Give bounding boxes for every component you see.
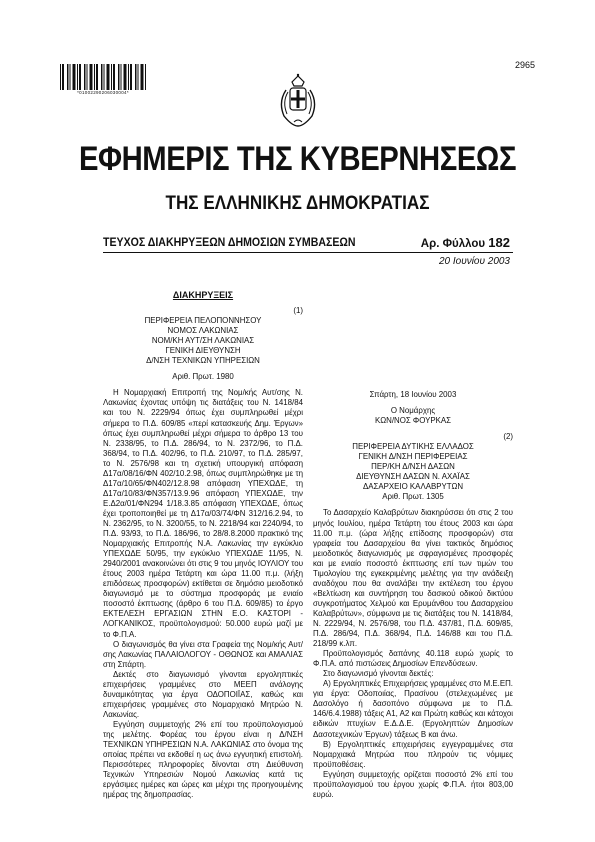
notice1-paragraph: Εγγύηση συμμετοχής 2% επί του προϋπολογισμού της μελέτης. Φορέας του έργου είναι η Δ/ΝΣΗ ΤΕΧΝΙΚΩΝ ΥΠΗΡΕΣΙΩΝ Ν.Α. ΛΑΚΩΝΙΑΣ στο όνομα της οποίας πρέπει να εκδοθεί η ως άνω εγγυητική επιστολή. Περισσότερες πληροφορίες δίνονται στη Διεύθυνση Τεχνικών Υπηρεσιών Νομού Λακωνίας κατά τις εργάσιμες ημέρες και ώρες και μέχρι της προηγουμένης ημέρας της δημοπρασίας.	[103, 719, 303, 800]
notice1-paragraph: Ο διαγωνισμός θα γίνει στα Γραφεία της Νομ/κής Αυτ/σης Λακωνίας ΠΑΛΑΙΟΛΟΓΟΥ - ΟΘΩΝΟΣ και ΑΜΑΛΙΑΣ στη Σπάρτη.	[103, 639, 303, 669]
notice1-place-date: Σπάρτη, 18 Ιουνίου 2003	[369, 390, 457, 399]
notice2-paragraph: Προϋπολογισμός δαπάνης 40.118 ευρώ χωρίς το Φ.Π.Α. από πιστώσεις Δημοσίων Επενδύσεων.	[313, 649, 513, 669]
gazette-subtitle: ΤΗΣ ΕΛΛΗΝΙΚΗΣ ΔΗΜΟΚΡΑΤΙΑΣ	[165, 193, 430, 214]
notice2-paragraph: Στο διαγωνισμό γίνονται δεκτές:	[323, 669, 434, 679]
notice2-paragraph: Β) Εργοληπτικές επιχειρήσεις εγγεγραμμένες στα Νομαρχιακά Μητρώα που πληρούν τις νόμιμες προϋποθέσεις.	[313, 739, 513, 769]
notice1-issuer-line: Δ/ΝΣΗ ΤΕΧΝΙΚΩΝ ΥΠΗΡΕΣΙΩΝ	[146, 356, 260, 366]
section-heading: ΔΙΑΚΗΡΥΞΕΙΣ	[172, 290, 234, 300]
notice1-issuer-line: ΓΕΝΙΚΗ ΔΙΕΥΘΥΝΣΗ	[165, 346, 241, 356]
notice2-number: (2)	[503, 432, 513, 442]
notice2-paragraph: Εγγύηση συμμετοχής ορίζεται ποσοστό 2% επί του προϋπολογισμού του έργου χωρίς Φ.Π.Α. ήτοι 803,00 ευρώ.	[313, 769, 513, 799]
notice1-paragraph: Η Νομαρχιακή Επιτροπή της Νομ/κής Αυτ/σης Ν. Λακωνίας έχοντας υπόψη τις διατάξεις του Ν. 1418/84 και του Ν. 2229/94 όπως έχει συμπληρωθεί μέχρι σήμερα το Π.Δ. 609/85 «περί κατασκευής Δημ. Έργων» όπως έχει συμπληρωθεί μέχρι σήμερα το άρθρο 13 του Ν. 2338/95, το Π.Δ. 286/94, το Ν. 2372/96, το Π.Δ. 368/94, το Π.Δ. 402/96, το Π.Δ. 210/97, το Π.Δ. 285/97, το Ν. 2576/98 και τη σχετική υπουργική απόφαση Δ17α/08/16/ΦΝ 402/10.2.98, όπως συμπληρώθηκε με τη Δ17α/10/65/ΦΝ402/12.8.98 απόφαση ΥΠΕΧΩΔΕ, τη Δ17α/10/83/ΦΝ357/13.9.96 απόφαση ΥΠΕΧΩΔΕ, την Ε.Δ2α/01/ΦΝ294 1/18.3.85 απόφαση ΥΠΕΧΩΔΕ, όπως έχει τροποποιηθεί με τη Δ17α/03/74/ΦΝ 312/16.2.94, το Ν. 2362/95, το Ν. 3200/55, το Ν. 2218/94 και 2240/94, το Π.Δ. 93/93, το Π.Δ. 186/96, το 28/8.8.2000 πρακτικό της Νομαρχιακής Επιτροπής Ν.Α. Λακωνίας την εγκύκλιο ΥΠΕΧΩΔΕ 50/95, την εγκύκλιο ΥΠΕΧΩΔΕ 11/95, Ν. 2940/2001 ανακοινώνει ότι στις 9 του μηνός ΙΟΥΛΙΟΥ του έτους 2003 ημέρα Τετάρτη και ώρα 11.00 π.μ. (λήξη επιδόσεως προσφορών) εκτίθεται σε δημόσιο μειοδοτικό διαγωνισμό με το σύστημα προσφοράς με ενιαίο ποσοστό έκπτωσης (άρθρο 6 του Π.Δ. 609/85) το έργο ΕΚΤΕΛΕΣΗ ΕΡΓΑΣΙΩΝ ΣΤΗΝ Ε.Ο. ΚΑΣΤΟΡΙ - ΛΟΓΚΑΝΙΚΟΣ, προϋπολογισμού: 50.000 ευρώ μαζί με το Φ.Π.Α.	[103, 388, 304, 639]
notice2-paragraph: Α) Εργοληπτικές Επιχειρήσεις γραμμένες στο Μ.Ε.ΕΠ. για έργα: Οδοποιίας, Πρασίνου (στελεχωμένες με Δασολόγο ή δασοπόνο σύμφωνα με το Π.Δ. 146/6.4.1988) τάξεις Α1, Α2 και Πρώτη καθώς και κάτοχοι ειδικών πτυχίων Ε.Δ.Δ.Ε. (Εργοληπτών Δημοσίων Δασοτεχνικών Έργων) τάξεως Β και άνω.	[313, 679, 513, 739]
barcode-number: *01002290206030004*	[77, 90, 129, 95]
notice2-issuer-line: ΠΕΡΙΦΕΡΕΙΑ ΔΥΤΙΚΗΣ ΕΛΛΑΔΟΣ	[352, 442, 474, 452]
notice2-issuer-line: ΓΕΝΙΚΗ Δ/ΝΣΗ ΠΕΡΙΦΕΡΕΙΑΣ	[358, 452, 468, 462]
column-left	[103, 290, 303, 800]
notice2-paragraph: Το Δασαρχείο Καλαβρύτων διακηρύσσει ότι στις 2 του μηνός Ιουλίου, ημέρα Τετάρτη του έτους 2003 και ώρα 11.00 π.μ. (ώρα λήξης επίδοσης προσφορών) στα γραφεία του Δασαρχείου θα γίνει τακτικός δημόσιος μειοδοτικός διαγωνισμός με σφραγισμένες προσφορές και με ενιαίο ποσοστό έκπτωσης επί των τιμών του Τιμολογίου της εγκεκριμένης μελέτης για την ανάδειξη αναδόχου που θα αναλάβει την εκτέλεση του έργου «Βελτίωση και συντήρηση του δασικού οδικού δικτύου συγκροτήματος Χελμού και Ερυμάνθου του Δασαρχείου Καλαβρύτων», σύμφωνα με τις διατάξεις του Ν. 1418/84, Ν. 2229/94, Ν. 2576/98, του Π.Δ. 437/81, Π.Δ. 609/85, Π.Δ. 286/94, Π.Δ. 368/94, Π.Δ. 146/88 και του Π.Δ. 218/99 κ.λπ.	[313, 508, 513, 649]
notice1-signer-title: Ο Νομάρχης	[390, 406, 436, 416]
gazette-title: ΕΦΗΜΕΡΙΣ ΤΗΣ ΚΥΒΕΡΝΗΣΕΩΣ	[78, 140, 517, 178]
sheet-label: Αρ. Φύλλου	[420, 238, 486, 250]
notice1-issuer-line: ΝΟΜΟΣ ΛΑΚΩΝΙΑΣ	[167, 326, 239, 336]
notice1-protocol: Αριθ. Πρωτ. 1980	[172, 372, 234, 382]
notice1-number: (1)	[293, 306, 303, 316]
column-right	[313, 290, 513, 800]
notice2-issuer-line: ΠΕΡ/ΚΗ Δ/ΝΣΗ ΔΑΣΩΝ	[371, 462, 455, 472]
notice1-issuer-line: ΠΕΡΙΦΕΡΕΙΑ ΠΕΛΟΠΟΝΝΗΣΟΥ	[144, 316, 262, 326]
header-rule	[103, 252, 513, 253]
notice1-signer-name: ΚΩΝ/ΝΟΣ ΦΟΥΡΚΑΣ	[374, 416, 452, 426]
notice2-issuer-line: ΔΑΣΑΡΧΕΙΟ ΚΑΛΑΒΡΥΤΩΝ	[362, 482, 464, 492]
sheet-number: 182	[488, 235, 510, 250]
notice2-issuer-line: ΔΙΕΥΘΥΝΣΗ ΔΑΣΩΝ Ν. ΑΧΑΪΑΣ	[356, 472, 470, 482]
notice2-protocol: Αριθ. Πρωτ. 1305	[382, 492, 444, 502]
issue-date: 20 Ιουνίου 2003	[438, 256, 510, 267]
notice1-paragraph: Δεκτές στο διαγωνισμό γίνονται εργοληπτικές επιχειρήσεις γραμμένες στο ΜΕΕΠ ανάλογης δυναμικότητας για έργα ΟΔΟΠΟΙΪΑΣ, καθώς και επιχειρήσεις γραμμένες στο Νομαρχιακό Μητρώο Ν. Λακωνίας.	[103, 669, 303, 719]
sheet-number-line	[421, 235, 510, 250]
coat-of-arms-icon	[278, 72, 318, 128]
page-number: 2965	[514, 60, 535, 70]
gazette-series: ΤΕΥΧΟΣ ΔΙΑΚΗΡΥΞΕΩΝ ΔΗΜΟΣΙΩΝ ΣΥΜΒΑΣΕΩΝ	[103, 237, 356, 249]
notice1-issuer-line: ΝΟΜ/ΚΗ ΑΥΤ/ΣΗ ΛΑΚΩΝΙΑΣ	[151, 336, 255, 346]
